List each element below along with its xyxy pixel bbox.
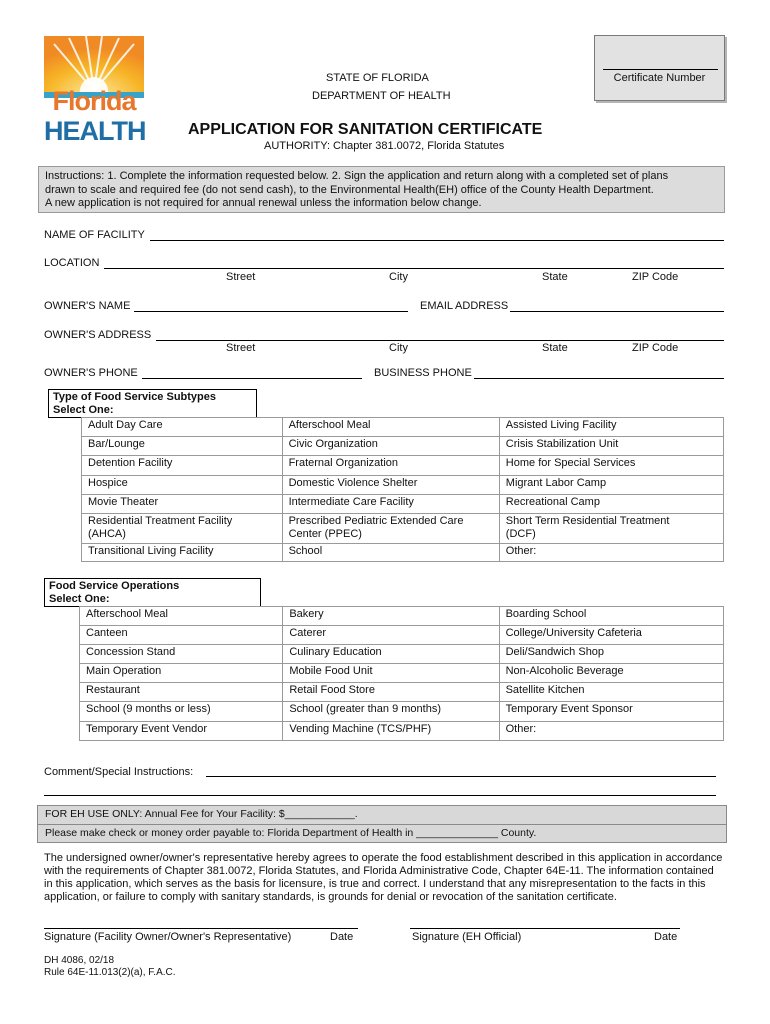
subtypes-option[interactable]: Recreational Camp [499, 495, 723, 514]
eh-signature-field[interactable] [410, 928, 680, 929]
certificate-number-field[interactable] [603, 69, 718, 70]
address-city-label: City [389, 342, 408, 354]
location-state-label: State [542, 271, 568, 283]
agreement-statement: The undersigned owner/owner's representative hereby agrees to operate the food establishment described in this application in accordance with the requirements of Chapter 381.0072, Florida Statutes, and Florida Administrative Code, Chapter 64E-11. The information contained in this application, which serves as the basis for licensure, is true and correct. I understand that any misrepresentation to the facts in this application, or failure to comply with sanitary standards, is grounds for denial or revocation of the sanitation certificate. [44, 852, 723, 903]
instructions-line-2: drawn to scale and required fee (do not send cash), to the Environmental Health(EH) office of the County Health Department. [45, 183, 654, 196]
owner-phone-label: OWNER'S PHONE [44, 367, 138, 379]
business-phone-field[interactable] [474, 378, 724, 379]
certificate-number-box [594, 35, 725, 101]
subtypes-option[interactable]: Migrant Labor Camp [499, 476, 723, 495]
subtypes-option[interactable]: Residential Treatment Facility (AHCA) [82, 514, 283, 544]
operations-option[interactable]: Concession Stand [80, 645, 283, 664]
operations-header [44, 578, 261, 607]
operations-row [80, 664, 724, 683]
owner-signature-field[interactable] [44, 928, 358, 929]
operations-option[interactable]: Bakery [283, 607, 499, 626]
operations-option[interactable]: Mobile Food Unit [283, 664, 499, 683]
owner-phone-field[interactable] [142, 378, 362, 379]
operations-option[interactable]: School (greater than 9 months) [283, 702, 499, 722]
operations-row [80, 645, 724, 664]
subtypes-option[interactable]: Assisted Living Facility [499, 418, 723, 437]
florida-health-logo [44, 36, 144, 146]
operations-option[interactable]: Satellite Kitchen [499, 683, 723, 702]
operations-option[interactable]: Deli/Sandwich Shop [499, 645, 723, 664]
eh-annual-fee: FOR EH USE ONLY: Annual Fee for Your Facility: $____________. [45, 808, 358, 820]
operations-row [80, 607, 724, 626]
subtypes-option[interactable]: School [282, 544, 499, 562]
address-street-label: Street [226, 342, 256, 354]
operations-option[interactable]: Retail Food Store [283, 683, 499, 702]
eh-divider [38, 824, 726, 825]
operations-table [79, 606, 724, 741]
subtypes-option[interactable]: Prescribed Pediatric Extended Care Center (PPEC) [282, 514, 499, 544]
operations-row [80, 626, 724, 645]
operations-option[interactable]: College/University Cafeteria [499, 626, 723, 645]
owner-address-label: OWNER'S ADDRESS [44, 329, 152, 341]
comment-label: Comment/Special Instructions: [44, 766, 194, 778]
subtypes-option[interactable]: Domestic Violence Shelter [282, 476, 499, 495]
facility-name-field[interactable] [150, 240, 724, 241]
address-zip-label: ZIP Code [632, 342, 679, 354]
email-label: EMAIL ADDRESS [420, 300, 509, 312]
subtypes-table [81, 417, 724, 562]
subtypes-option[interactable]: Crisis Stabilization Unit [499, 437, 723, 456]
subtypes-option[interactable]: Civic Organization [282, 437, 499, 456]
operations-option[interactable]: Non-Alcoholic Beverage [499, 664, 723, 683]
state-name: STATE OF FLORIDA [326, 72, 429, 84]
logo-word-florida: Florida [52, 86, 136, 116]
eh-payable-note: Please make check or money order payable to: Florida Department of Health in ______________ County. [45, 827, 537, 839]
operations-option[interactable]: Restaurant [80, 683, 283, 702]
subtypes-title: Type of Food Service Subtypes [53, 391, 216, 403]
operations-row [80, 722, 724, 741]
rule-reference: Rule 64E-11.013(2)(a), F.A.C. [44, 967, 176, 978]
location-label: LOCATION [44, 257, 100, 269]
operations-option[interactable]: Caterer [283, 626, 499, 645]
subtypes-option[interactable]: Short Term Residential Treatment (DCF) [499, 514, 723, 544]
operations-option[interactable]: Afterschool Meal [80, 607, 283, 626]
location-street-label: Street [226, 271, 256, 283]
subtypes-header [48, 389, 257, 418]
location-field[interactable] [104, 268, 724, 269]
logo-word-health: HEALTH [44, 116, 146, 146]
operations-option[interactable]: Vending Machine (TCS/PHF) [283, 722, 499, 741]
instructions-box [38, 166, 725, 213]
eh-date-label: Date [654, 931, 678, 943]
comment-field-line-2[interactable] [44, 795, 716, 796]
subtypes-option[interactable]: Detention Facility [82, 456, 283, 476]
address-state-label: State [542, 342, 568, 354]
location-zip-label: ZIP Code [632, 271, 679, 283]
subtypes-option[interactable]: Other: [499, 544, 723, 562]
operations-option[interactable]: Temporary Event Vendor [80, 722, 283, 741]
operations-row [80, 702, 724, 722]
subtypes-option[interactable]: Movie Theater [82, 495, 283, 514]
subtypes-option[interactable]: Hospice [82, 476, 283, 495]
owner-date-label: Date [330, 931, 354, 943]
subtypes-row [82, 418, 724, 437]
subtypes-row [82, 456, 724, 476]
authority-text: AUTHORITY: Chapter 381.0072, Florida Statutes [264, 140, 505, 152]
subtypes-option[interactable]: Adult Day Care [82, 418, 283, 437]
form-number: DH 4086, 02/18 [44, 955, 115, 966]
operations-option[interactable]: Main Operation [80, 664, 283, 683]
certificate-number-label: Certificate Number [613, 72, 706, 84]
comment-field[interactable] [206, 776, 716, 777]
instructions-line-3: A new application is not required for annual renewal unless the information below change. [45, 197, 482, 209]
operations-select-one: Select One: [49, 593, 110, 605]
subtypes-option[interactable]: Intermediate Care Facility [282, 495, 499, 514]
owner-address-field[interactable] [156, 340, 724, 341]
subtypes-row [82, 514, 724, 544]
operations-option[interactable]: Culinary Education [283, 645, 499, 664]
operations-option[interactable]: Boarding School [499, 607, 723, 626]
subtypes-option[interactable]: Afterschool Meal [282, 418, 499, 437]
subtypes-row [82, 544, 724, 562]
subtypes-option[interactable]: Fraternal Organization [282, 456, 499, 476]
operations-title: Food Service Operations [49, 580, 180, 592]
operations-option[interactable]: School (9 months or less) [80, 702, 283, 722]
subtypes-option[interactable]: Home for Special Services [499, 456, 723, 476]
subtypes-row [82, 437, 724, 456]
eh-signature-label: Signature (EH Official) [412, 931, 522, 943]
facility-name-label: NAME OF FACILITY [44, 229, 145, 241]
subtypes-option[interactable]: Transitional Living Facility [82, 544, 283, 562]
owner-name-label: OWNER'S NAME [44, 300, 131, 312]
page-title: APPLICATION FOR SANITATION CERTIFICATE [188, 121, 543, 138]
instructions-line-1: Instructions: 1. Complete the information requested below. 2. Sign the application and return along with a completed set of plans [45, 170, 669, 182]
email-field[interactable] [510, 311, 724, 312]
location-city-label: City [389, 271, 408, 283]
operations-row [80, 683, 724, 702]
department-name: DEPARTMENT OF HEALTH [312, 90, 451, 102]
subtypes-row [82, 476, 724, 495]
operations-option[interactable]: Temporary Event Sponsor [499, 702, 723, 722]
operations-option[interactable]: Other: [499, 722, 723, 741]
subtypes-option[interactable]: Bar/Lounge [82, 437, 283, 456]
owner-name-field[interactable] [134, 311, 408, 312]
owner-signature-label: Signature (Facility Owner/Owner's Representative) [44, 931, 292, 943]
subtypes-row [82, 495, 724, 514]
subtypes-select-one: Select One: [53, 404, 114, 416]
operations-option[interactable]: Canteen [80, 626, 283, 645]
business-phone-label: BUSINESS PHONE [374, 367, 472, 379]
eh-use-only-box [37, 805, 727, 843]
